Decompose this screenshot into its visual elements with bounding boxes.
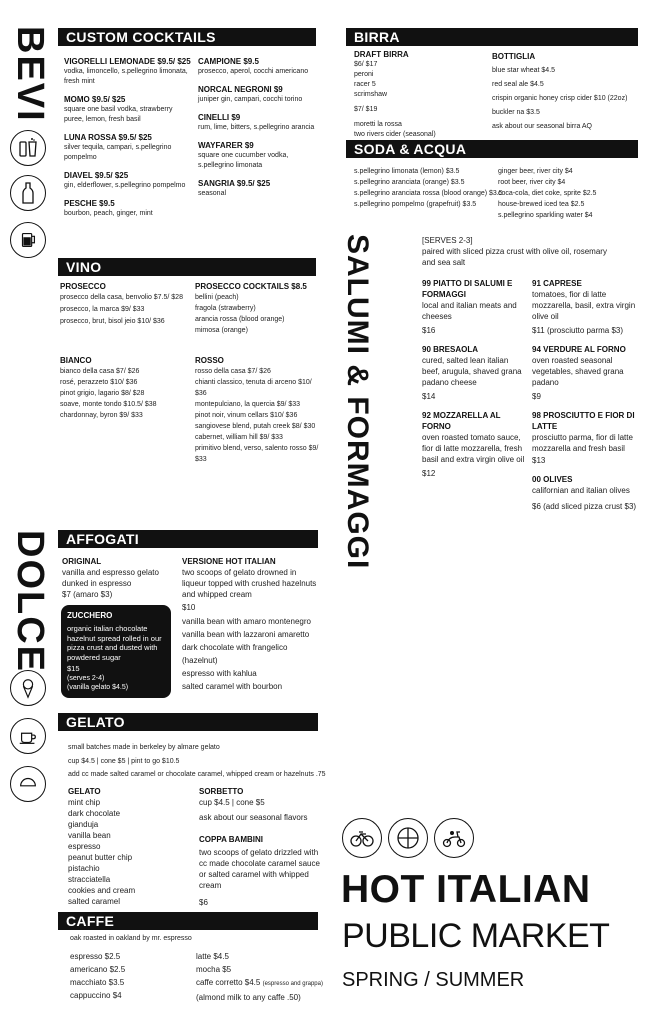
- salumi-desc: prosciutto parma, fior di latte mozzarella and fresh basil: [532, 433, 633, 453]
- cocktail-name: PESCHE $9.5: [64, 199, 115, 208]
- flavor-item: cookies and cream: [68, 886, 136, 895]
- sorbetto-note: ask about our seasonal flavors: [199, 813, 308, 822]
- cocktail-item: [64, 132, 192, 163]
- caffe-item: [196, 976, 336, 991]
- beer-item: ask about our seasonal birra AQ: [492, 123, 593, 130]
- zucchero-serves: (serves 2-4): [67, 675, 105, 682]
- coppa-desc: two scoops of gelato drizzled with cc made chocolate caramel sauce or salted caramel with whipped cream: [199, 848, 320, 890]
- gelato-flavors-heading: GELATO: [68, 787, 101, 796]
- flavor-item: peanut butter chip: [68, 853, 133, 862]
- wine-item: mimosa (orange): [195, 327, 248, 334]
- flavor-item: stracciatella: [68, 875, 111, 884]
- soda-item: s.pellegrino aranciata (orange) $3.5: [354, 179, 465, 186]
- cocktails-left-column: [64, 56, 192, 226]
- hot-italian-heading: VERSIONE HOT ITALIAN: [182, 557, 276, 566]
- cocktail-desc: silver tequila, campari, s.pellegrino pompelmo: [64, 144, 172, 161]
- affogato-item: espresso with kahlua: [182, 669, 257, 678]
- scooter-icon: [434, 818, 474, 858]
- beer-item: red seal ale $4.5: [492, 81, 544, 88]
- caffe-right-column: [196, 950, 336, 1004]
- caffe-item: espresso $2.5: [70, 952, 121, 961]
- beer-item: blue star wheat $4.5: [492, 67, 556, 74]
- salumi-name: 90 BRESAOLA: [422, 345, 479, 354]
- salumi-desc: oven roasted tomato sauce, fior di latte mozzarella, fresh basil and extra virgin olive oil: [422, 433, 525, 464]
- flavor-item: gianduja: [68, 820, 99, 829]
- salumi-side-title-line1: SALUMI &: [341, 234, 374, 387]
- caffe-item: mocha $5: [196, 965, 232, 974]
- brand-name-line1: HOT ITALIAN: [341, 868, 591, 911]
- cocktail-name: WAYFARER $9: [198, 141, 254, 150]
- gelato-flavors: [68, 786, 193, 907]
- salumi-desc: californian and italian olives: [532, 486, 630, 495]
- salumi-desc: oven roasted seasonal vegetables, shaved grana padano: [532, 356, 624, 387]
- wine-item: soave, monte tondo $10.5/ $38: [60, 401, 157, 408]
- salumi-name: 99 PIATTO DI SALUMI E FORMAGGI: [422, 279, 513, 299]
- wine-item: pinot noir, vinum cellars $10/ $36: [195, 412, 298, 419]
- zucchero-price: $15: [67, 664, 80, 673]
- soda-item: house-brewed iced tea $2.5: [498, 201, 585, 208]
- bianco-heading: BIANCO: [60, 356, 92, 365]
- cocktail-desc: gin, elderflower, s.pellegrino pompelmo: [64, 182, 186, 189]
- coffee-cup-icon: [10, 718, 46, 754]
- salumi-item: [532, 410, 642, 466]
- salumi-desc: local and italian meats and cheeses: [422, 301, 517, 321]
- flavor-item: salted caramel: [68, 897, 121, 906]
- salumi-left-column: [422, 278, 526, 479]
- rosso-block: [195, 355, 323, 465]
- zucchero-box: [61, 605, 171, 698]
- wine-item: bellini (peach): [195, 294, 239, 301]
- half-moon-icon: [10, 766, 46, 802]
- gelato-prices: cup $4.5 | cone $5 | pint to go $10.5: [68, 758, 180, 765]
- cocktail-item: [198, 112, 316, 133]
- salumi-price: $11 (prosciutto parma $3): [532, 326, 624, 335]
- cocktail-desc: prosecco, aperol, cocchi americano: [198, 68, 309, 75]
- cocktail-desc: square one cucumber vodka, s.pellegrino limonata: [198, 152, 289, 169]
- sorbetto-heading: SORBETTO: [199, 787, 244, 796]
- vino-header: VINO: [58, 258, 316, 276]
- coppa-price: $6: [199, 898, 208, 907]
- affogato-item: vanilla bean with amaro montenegro: [182, 617, 311, 626]
- caffe-intro: oak roasted in oakland by mr. espresso: [70, 935, 192, 942]
- cocktail-item: [64, 170, 192, 191]
- gelato-intro-line: small batches made in berkeley by almare gelato: [68, 744, 220, 751]
- season-label: SPRING / SUMMER: [342, 969, 525, 991]
- soda-item: root beer, river city $4: [498, 179, 566, 186]
- salumi-name: 98 PROSCIUTTO E FIOR DI LATTE: [532, 411, 635, 431]
- soda-item: s.pellegrino limonata (lemon) $3.5: [354, 168, 460, 175]
- prosecco-heading: PROSECCO: [60, 282, 106, 291]
- salumi-name: 92 MOZZARELLA AL FORNO: [422, 411, 501, 431]
- cocktail-desc: square one basil vodka, strawberry puree, lemon, fresh basil: [64, 106, 173, 123]
- flavor-item: dark chocolate: [68, 809, 121, 818]
- salumi-item: [422, 344, 526, 402]
- cocktail-item: [198, 140, 316, 171]
- salumi-side-title-line2: FORMAGGI: [341, 396, 374, 570]
- affogato-item: vanilla bean with lazzaroni amaretto: [182, 630, 310, 639]
- salumi-item: [422, 278, 526, 336]
- bottiglia-heading: BOTTIGLIA: [492, 52, 536, 61]
- wine-item: rosé, perazzeto $10/ $36: [60, 379, 138, 386]
- original-price: $7 (amaro $3): [62, 590, 113, 599]
- beer-item: crispin organic honey crisp cider $10 (22oz): [492, 95, 628, 102]
- cocktail-name: CINELLI $9: [198, 113, 241, 122]
- wine-item: pinot grigio, lagario $8/ $28: [60, 390, 145, 397]
- bicycle-icon: [342, 818, 382, 858]
- salumi-desc: tomatoes, fior di latte mozzarella, basil, extra virgin olive oil: [532, 290, 636, 321]
- gelato-addons: add cc made salted caramel or chocolate caramel, whipped cream or hazelnuts .75: [68, 771, 326, 778]
- affogati-hot-italian: [182, 556, 322, 693]
- zucchero-desc: organic italian chocolate hazelnut spread rolled in our pizza crust and dusted with powdered sugar: [67, 624, 162, 662]
- salumi-price: $6 (add sliced pizza crust $3): [532, 502, 637, 511]
- soda-right-column: [498, 166, 638, 221]
- beer-item: $6/ $17: [354, 61, 378, 68]
- custom-cocktails-header: CUSTOM COCKTAILS: [58, 28, 316, 46]
- sorbetto-block: [199, 786, 329, 823]
- beer-item: racer 5: [354, 81, 376, 88]
- cocktail-desc: seasonal: [198, 190, 227, 197]
- soda-item: s.pellegrino sparkling water $4: [498, 212, 593, 219]
- cocktail-item: [64, 94, 192, 125]
- wine-bottle-icon: [10, 175, 46, 211]
- hot-italian-desc: two scoops of gelato drowned in liqueur topped with crushed hazelnuts and whipped cream: [182, 568, 317, 599]
- beer-item: peroni: [354, 71, 374, 78]
- salumi-name: 91 CAPRESE: [532, 279, 582, 288]
- cocktail-item: [64, 56, 192, 87]
- pizza-icon: [388, 818, 428, 858]
- serves-note: [SERVES 2-3]: [422, 236, 473, 245]
- caffe-item: macchiato $3.5: [70, 978, 125, 987]
- cocktail-desc: juniper gin, campari, cocchi torino: [198, 96, 303, 103]
- salumi-price: $9: [532, 392, 541, 401]
- rosso-heading: ROSSO: [195, 356, 224, 365]
- salumi-price: $12: [422, 469, 436, 478]
- original-heading: ORIGINAL: [62, 557, 102, 566]
- wine-item: prosecco della casa, benvolio $7.5/ $28: [60, 294, 183, 301]
- coppa-bambini-block: [199, 834, 325, 908]
- draft-birra-block: [354, 49, 484, 140]
- wine-item: prosecco, la marca $9/ $33: [60, 306, 145, 313]
- wine-item: sangiovese blend, putah creek $8/ $30: [195, 423, 316, 430]
- flavor-item: mint chip: [68, 798, 101, 807]
- caffe-left-column: [70, 950, 188, 1002]
- cocktail-desc: bourbon, peach, ginger, mint: [64, 210, 153, 217]
- draft-birra-heading: DRAFT BIRRA: [354, 50, 409, 59]
- zucchero-heading: ZUCCHERO: [67, 611, 113, 620]
- beer-item: $7/ $19: [354, 106, 378, 113]
- bevi-side-title: BEVI: [9, 26, 51, 123]
- birra-header: BIRRA: [346, 28, 638, 46]
- salumi-right-column: [532, 278, 642, 512]
- soda-left-column: [354, 166, 503, 210]
- caffe-corretto-note: (espresso and grappa): [262, 981, 323, 987]
- wine-item: arancia rossa (blood orange): [195, 316, 285, 323]
- sorbetto-price: cup $4.5 | cone $5: [199, 798, 265, 807]
- affogato-item: salted caramel with bourbon: [182, 682, 283, 691]
- hot-italian-price: $10: [182, 603, 196, 612]
- zucchero-gelato-note: (vanilla gelato $4.5): [67, 684, 129, 691]
- affogato-item: dark chocolate with frangelico (hazelnut): [182, 643, 288, 665]
- beer-item: scrimshaw: [354, 91, 388, 98]
- cocktail-item: [198, 56, 316, 77]
- brand-name-line2: PUBLIC MARKET: [342, 917, 610, 955]
- prosecco-cocktails-heading: PROSECCO COCKTAILS $8.5: [195, 282, 307, 291]
- original-desc: vanilla and espresso gelato dunked in espresso: [62, 568, 159, 588]
- cocktail-name: VIGORELLI LEMONADE $9.5/ $25: [64, 57, 191, 66]
- almond-milk-note: (almond milk to any caffe .50): [196, 993, 301, 1002]
- salumi-item: [532, 278, 642, 336]
- bottiglia-block: [492, 51, 642, 134]
- beer-item: buckler na $3.5: [492, 109, 540, 116]
- cocktail-name: LUNA ROSSA $9.5/ $25: [64, 133, 152, 142]
- ice-cream-cone-icon: [10, 670, 46, 706]
- beer-glass-icon: [10, 222, 46, 258]
- caffe-header: CAFFE: [58, 912, 318, 930]
- prosecco-cocktails-block: [195, 281, 320, 336]
- wine-item: montepulciano, la quercia $9/ $33: [195, 401, 301, 408]
- caffe-item: americano $2.5: [70, 965, 126, 974]
- cocktail-desc: vodka, limoncello, s.pellegrino limonata, fresh mint: [64, 68, 188, 85]
- salumi-item: [532, 344, 642, 402]
- wine-item: fragola (strawberry): [195, 305, 256, 312]
- soda-item: s.pellegrino pompelmo (grapefruit) $3.5: [354, 201, 477, 208]
- prosecco-block: [60, 281, 194, 328]
- flavor-item: pistachio: [68, 864, 100, 873]
- cocktail-name: CAMPIONE $9.5: [198, 57, 259, 66]
- cocktail-item: [198, 178, 316, 199]
- salumi-name: 00 OLIVES: [532, 475, 573, 484]
- wine-item: chianti classico, tenuta di arceno $10/ $36: [195, 379, 312, 397]
- salumi-item: [532, 474, 642, 512]
- flavor-item: vanilla bean: [68, 831, 111, 840]
- salumi-side-title: [340, 234, 374, 569]
- cocktail-glasses-icon: [10, 130, 46, 166]
- salumi-name: 94 VERDURE AL FORNO: [532, 345, 626, 354]
- wine-item: prosecco, brut, bisol jeio $10/ $36: [60, 318, 165, 325]
- flavor-item: espresso: [68, 842, 101, 851]
- wine-item: chardonnay, byron $9/ $33: [60, 412, 143, 419]
- cocktail-item: [198, 84, 316, 105]
- cocktail-desc: rum, lime, bitters, s.pellegrino arancia: [198, 124, 315, 131]
- beer-item: moretti la rossa: [354, 121, 402, 128]
- salumi-item: [422, 410, 526, 479]
- coppa-heading: COPPA BAMBINI: [199, 835, 263, 844]
- salumi-intro-text: paired with sliced pizza crust with olive oil, rosemary and sea salt: [422, 247, 607, 267]
- salumi-desc: cured, salted lean italian beef, arugula, shaved grana padano cheese: [422, 356, 522, 387]
- salumi-price: $16: [422, 326, 436, 335]
- cocktail-name: SANGRIA $9.5/ $25: [198, 179, 271, 188]
- caffe-item: latte $4.5: [196, 952, 229, 961]
- cocktails-right-column: [198, 56, 316, 206]
- bianco-block: [60, 355, 194, 421]
- salumi-price: $14: [422, 392, 436, 401]
- beer-item: two rivers cider (seasonal): [354, 131, 436, 138]
- gelato-intro: [68, 741, 338, 781]
- cocktail-item: [64, 198, 192, 219]
- gelato-header: GELATO: [58, 713, 318, 731]
- wine-item: bianco della casa $7/ $26: [60, 368, 140, 375]
- soda-item: ginger beer, river city $4: [498, 168, 573, 175]
- affogati-original: [62, 556, 174, 600]
- caffe-corretto: caffe corretto $4.5: [196, 978, 261, 987]
- soda-item: coca-cola, diet coke, sprite $2.5: [498, 190, 597, 197]
- cocktail-name: NORCAL NEGRONI $9: [198, 85, 283, 94]
- wine-item: rosso della casa $7/ $26: [195, 368, 271, 375]
- salumi-intro: [422, 235, 612, 268]
- cocktail-name: MOMO $9.5/ $25: [64, 95, 126, 104]
- wine-item: primitivo blend, verso, salento rosso $9/ $33: [195, 445, 319, 463]
- salumi-price: $13: [532, 456, 546, 465]
- soda-item: s.pellegrino aranciata rossa (blood orange) $3.5: [354, 190, 503, 197]
- cocktail-name: DIAVEL $9.5/ $25: [64, 171, 129, 180]
- caffe-item: cappuccino $4: [70, 991, 122, 1000]
- soda-acqua-header: SODA & ACQUA: [346, 140, 638, 158]
- dolce-side-title: DOLCE: [9, 530, 51, 673]
- affogati-header: AFFOGATI: [58, 530, 318, 548]
- wine-item: cabernet, william hill $9/ $33: [195, 434, 283, 441]
